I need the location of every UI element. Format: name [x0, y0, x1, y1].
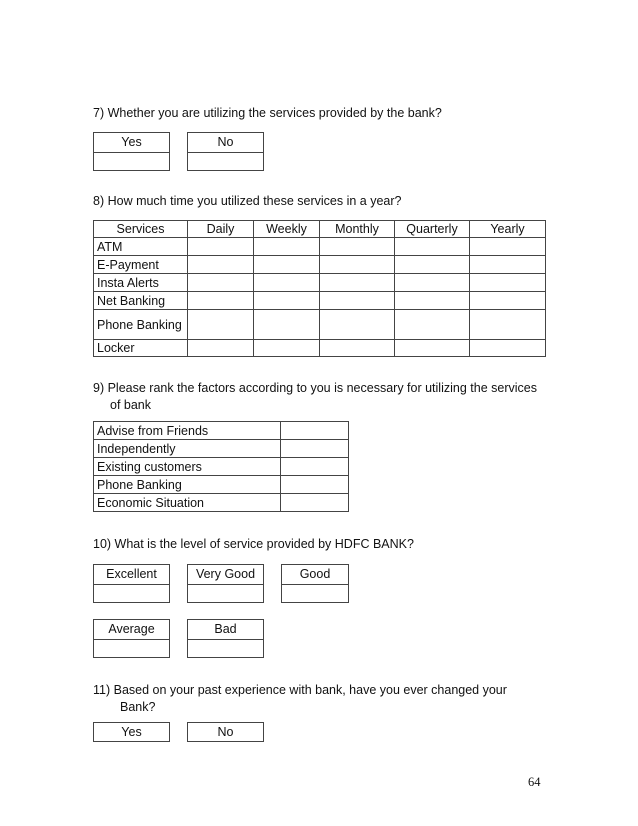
- q11-option-yes[interactable]: [93, 722, 170, 742]
- q10-option-average-label: Average: [94, 620, 169, 640]
- q7-option-no[interactable]: [187, 132, 264, 171]
- q8-cell[interactable]: [254, 238, 320, 256]
- q9-rank-cell[interactable]: [281, 476, 349, 494]
- question-8-text: 8) How much time you utilized these services in a year?: [93, 194, 402, 208]
- q7-option-no-answer[interactable]: [188, 153, 263, 170]
- q8-row-label: Phone Banking: [94, 310, 188, 340]
- q8-usage-table: [93, 220, 546, 357]
- q8-cell[interactable]: [470, 274, 546, 292]
- q8-cell[interactable]: [320, 340, 395, 357]
- q8-cell[interactable]: [320, 238, 395, 256]
- table-row: [94, 494, 349, 512]
- q9-rank-cell[interactable]: [281, 494, 349, 512]
- q8-cell[interactable]: [188, 256, 254, 274]
- q7-option-yes-label: Yes: [94, 133, 169, 153]
- q8-row-label: Locker: [94, 340, 188, 357]
- q10-option-bad-answer[interactable]: [188, 640, 263, 657]
- q8-cell[interactable]: [188, 310, 254, 340]
- q8-row-label: ATM: [94, 238, 188, 256]
- question-9-text: [93, 380, 537, 414]
- q8-cell[interactable]: [320, 274, 395, 292]
- q10-option-very-good-label: Very Good: [188, 565, 263, 585]
- table-row: [94, 440, 349, 458]
- q8-cell[interactable]: [254, 256, 320, 274]
- q8-cell[interactable]: [395, 340, 470, 357]
- q8-cell[interactable]: [320, 292, 395, 310]
- table-row: [94, 476, 349, 494]
- q7-option-no-label: No: [188, 133, 263, 153]
- q8-header-quarterly: Quarterly: [395, 221, 470, 238]
- q8-cell[interactable]: [188, 238, 254, 256]
- q10-option-bad-label: Bad: [188, 620, 263, 640]
- q7-option-yes-answer[interactable]: [94, 153, 169, 170]
- question-11-line-2: Bank?: [120, 700, 156, 714]
- question-10-text: 10) What is the level of service provided by HDFC BANK?: [93, 537, 414, 551]
- question-11-line-1: 11) Based on your past experience with bank, have you ever changed your: [93, 683, 507, 697]
- q8-header-yearly: Yearly: [470, 221, 546, 238]
- table-row: [94, 310, 546, 340]
- q8-row-label: Net Banking: [94, 292, 188, 310]
- q8-cell[interactable]: [188, 274, 254, 292]
- q8-cell[interactable]: [395, 274, 470, 292]
- q11-option-no-label: No: [217, 725, 234, 739]
- q8-row-label: E-Payment: [94, 256, 188, 274]
- q9-factor-label: Independently: [94, 440, 281, 458]
- page-number: 64: [528, 775, 541, 789]
- q8-cell[interactable]: [470, 310, 546, 340]
- q8-cell[interactable]: [254, 310, 320, 340]
- q8-cell[interactable]: [470, 238, 546, 256]
- q9-factor-label: Existing customers: [94, 458, 281, 476]
- q8-header-row: [94, 221, 546, 238]
- q10-option-excellent-answer[interactable]: [94, 585, 169, 602]
- q8-cell[interactable]: [395, 238, 470, 256]
- q10-option-very-good[interactable]: [187, 564, 264, 603]
- q10-option-bad[interactable]: [187, 619, 264, 658]
- q8-cell[interactable]: [470, 256, 546, 274]
- q8-cell[interactable]: [395, 256, 470, 274]
- q9-factor-label: Phone Banking: [94, 476, 281, 494]
- q10-option-excellent[interactable]: [93, 564, 170, 603]
- q9-factor-table: [93, 421, 349, 512]
- q8-header-weekly: Weekly: [254, 221, 320, 238]
- q8-cell[interactable]: [254, 340, 320, 357]
- q10-option-good-label: Good: [282, 565, 348, 585]
- q8-cell[interactable]: [395, 292, 470, 310]
- q10-option-very-good-answer[interactable]: [188, 585, 263, 602]
- q8-header-monthly: Monthly: [320, 221, 395, 238]
- q9-factor-label: Economic Situation: [94, 494, 281, 512]
- q7-option-yes[interactable]: [93, 132, 170, 171]
- q8-cell[interactable]: [320, 256, 395, 274]
- q11-option-no[interactable]: [187, 722, 264, 742]
- q8-cell[interactable]: [320, 310, 395, 340]
- q10-option-good[interactable]: [281, 564, 349, 603]
- question-9-line-2: of bank: [110, 398, 152, 412]
- q9-rank-cell[interactable]: [281, 458, 349, 476]
- table-row: [94, 340, 546, 357]
- q11-option-yes-label: Yes: [121, 725, 142, 739]
- q8-cell[interactable]: [470, 292, 546, 310]
- question-11-text: [93, 682, 507, 716]
- table-row: [94, 274, 546, 292]
- q8-cell[interactable]: [254, 274, 320, 292]
- q10-option-good-answer[interactable]: [282, 585, 348, 602]
- q10-option-average-answer[interactable]: [94, 640, 169, 657]
- table-row: [94, 238, 546, 256]
- q8-row-label: Insta Alerts: [94, 274, 188, 292]
- q9-rank-cell[interactable]: [281, 440, 349, 458]
- question-7-text: 7) Whether you are utilizing the services provided by the bank?: [93, 106, 442, 120]
- table-row: [94, 292, 546, 310]
- q8-cell[interactable]: [188, 340, 254, 357]
- q10-option-excellent-label: Excellent: [94, 565, 169, 585]
- question-9-line-1: 9) Please rank the factors according to you is necessary for utilizing the services: [93, 381, 537, 395]
- q8-cell[interactable]: [395, 310, 470, 340]
- table-row: [94, 458, 349, 476]
- q8-header-daily: Daily: [188, 221, 254, 238]
- q9-rank-cell[interactable]: [281, 422, 349, 440]
- table-row: [94, 422, 349, 440]
- q8-cell[interactable]: [470, 340, 546, 357]
- q9-factor-label: Advise from Friends: [94, 422, 281, 440]
- q8-header-services: Services: [94, 221, 188, 238]
- q10-option-average[interactable]: [93, 619, 170, 658]
- q8-cell[interactable]: [188, 292, 254, 310]
- table-row: [94, 256, 546, 274]
- q8-cell[interactable]: [254, 292, 320, 310]
